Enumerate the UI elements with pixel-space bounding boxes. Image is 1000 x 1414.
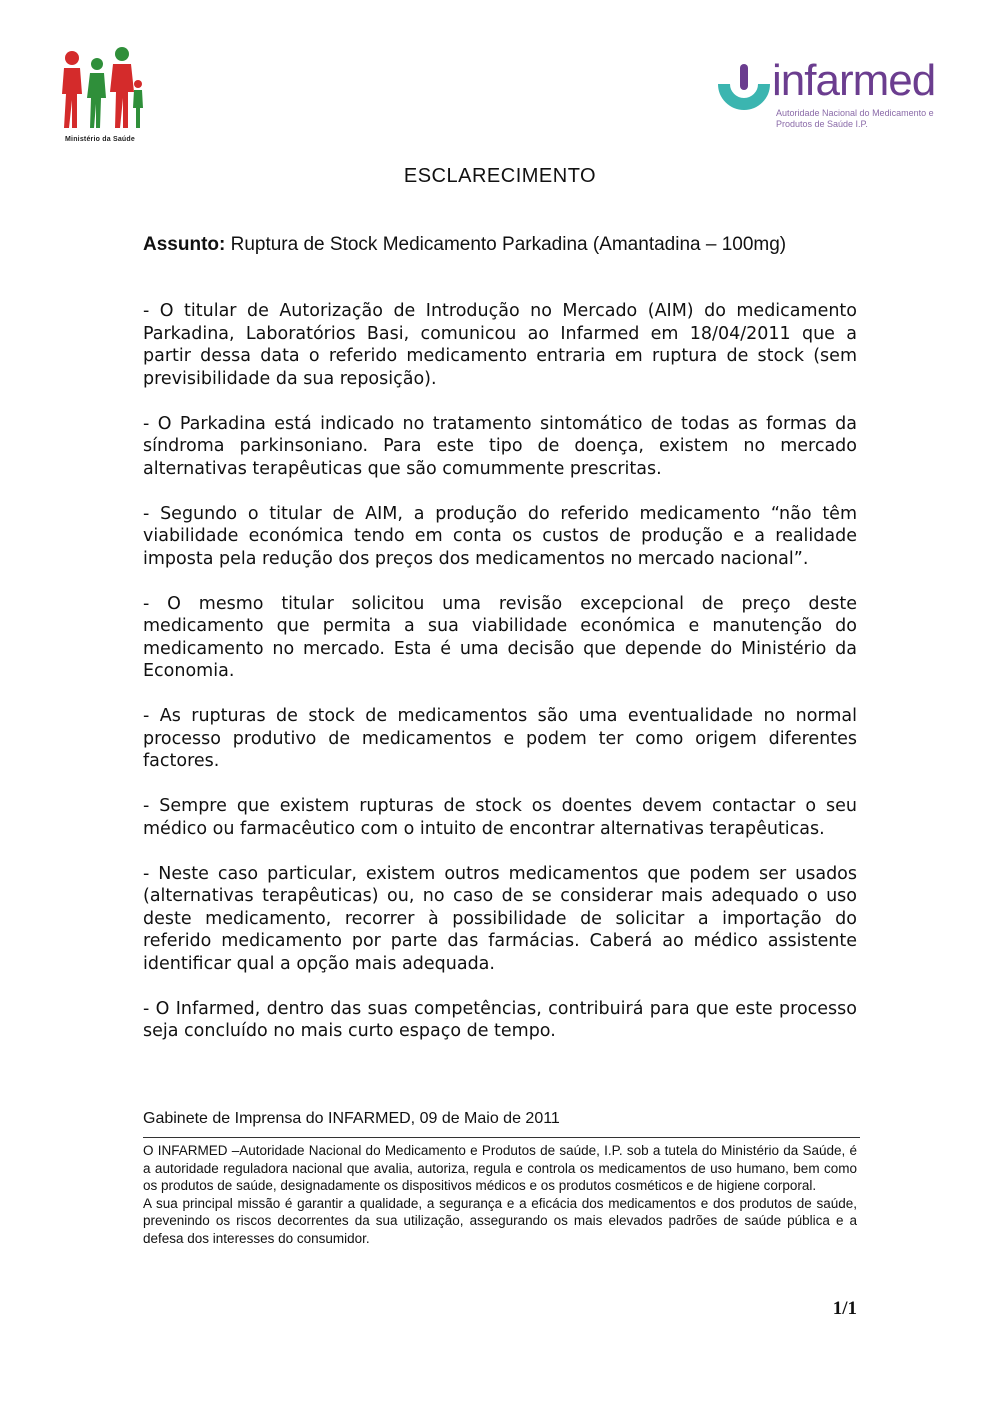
paragraph: - Neste caso particular, existem outros medicamentos que podem ser usados (alternativas terapêuticas) ou, no caso de se considerar mais adequado o uso deste medicamento, recorrer à possibilidade de solicitar a importação do referido medicamento por parte das farmácias. Caberá ao médico assistente identificar qual a opção mais adequada. — [143, 863, 857, 974]
paragraph: - O titular de Autorização de Introdução no Mercado (AIM) do medicamento Parkadina, Laboratórios Basi, comunicou ao Infarmed em 18/04/2011 que a partir dessa data o referido medicamento entraria em ruptura de stock (sem previsibilidade da sua reposição). — [143, 301, 857, 389]
paragraph: - O mesmo titular solicitou uma revisão excepcional de preço deste medicamento que permita a sua viabilidade económica e manutenção do medicamento no mercado. Esta é uma decisão que depende do Ministério da Economia. — [143, 593, 857, 681]
footer-about: O INFARMED –Autoridade Nacional do Medicamento e Produtos de saúde, I.P. sob a tutela do Ministério da Saúde, é a autoridade reguladora nacional que avalia, autoriza, regula e controla os medicamentos de uso humano, bem como os produtos de saúde, designadamente os dispositivos médicos e os produtos cosméticos e de higiene corporal. — [143, 1143, 857, 1193]
paragraph: - O Infarmed, dentro das suas competências, contribuirá para que este processo seja concluído no mais curto espaço de tempo. — [143, 998, 857, 1041]
ministry-logo-caption: Ministério da Saúde — [65, 136, 135, 143]
document-body — [143, 300, 857, 1065]
paragraph: - Segundo o titular de AIM, a produção do referido medicamento “não têm viabilidade económica tendo em conta os custos de produção e a realidade imposta pela redução dos preços dos medicamentos no mercado nacional”. — [143, 503, 857, 569]
subject-line — [143, 234, 786, 256]
footer-notice — [143, 1142, 857, 1247]
ministry-figures-icon — [50, 44, 150, 134]
subject-label: Assunto: — [143, 234, 226, 255]
paragraph: - O Parkadina está indicado no tratamento sintomático de todas as formas da síndroma parkinsoniano. Para este tipo de doença, existem no mercado alternativas terapêuticas que são comummente prescritas. — [143, 413, 857, 479]
page-number: 1/1 — [832, 1298, 857, 1319]
press-office-signature: Gabinete de Imprensa do INFARMED, 09 de Maio de 2011 — [143, 1110, 560, 1127]
infarmed-logo-word: infarmed — [772, 56, 936, 105]
ministry-of-health-logo — [50, 44, 150, 143]
infarmed-logo-tagline: Autoridade Nacional do Medicamento e Produtos de Saúde I.P. — [776, 108, 934, 129]
footer-mission: A sua principal missão é garantir a qualidade, a segurança e a eficácia dos medicamentos e dos produtos de saúde, prevenindo os riscos decorrentes da sua utilização, assegurando os mais elevados padrões de saúde pública e a defesa dos interesses do consumidor. — [143, 1195, 857, 1246]
paragraph: - As rupturas de stock de medicamentos são uma eventualidade no normal processo produtivo de medicamentos e podem ter como origem diferentes factores. — [143, 706, 857, 771]
document-title: ESCLARECIMENTO — [403, 165, 597, 187]
infarmed-mark-icon — [716, 62, 772, 118]
subject-text: Ruptura de Stock Medicamento Parkadina (Amantadina – 100mg) — [225, 234, 787, 255]
paragraph: - Sempre que existem rupturas de stock os doentes devem contactar o seu médico ou farmacêutico com o intuito de encontrar alternativas terapêuticas. — [143, 796, 857, 839]
footer-divider — [143, 1137, 860, 1138]
infarmed-logo — [712, 58, 942, 138]
